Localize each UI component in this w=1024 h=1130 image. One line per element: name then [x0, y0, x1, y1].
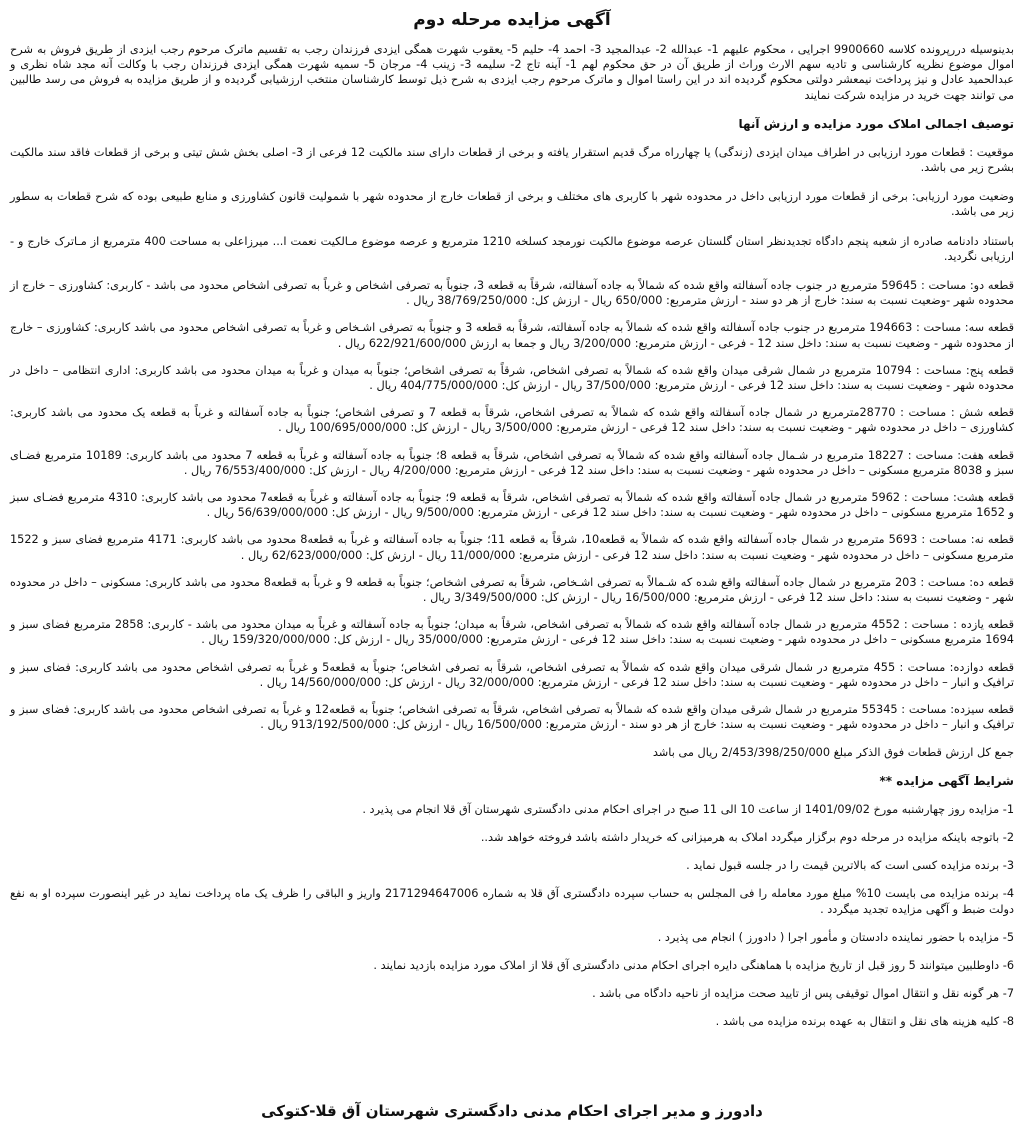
conditions-list [10, 802, 1014, 1030]
parcel-item: قطعه دو: مساحت : 59645 مترمربع در جنوب جاده آسفالته واقع شده که شمالاً به جاده آسفالته، شرقاً به قطعه 3، جنوباً به تصرفی اشخاص و غرباً به تصرفی اشخاص محدود می باشد - کاربری: کشاورزی – خارج از محدوده شهر -وضعیت نسبت به سند: خارج از هر دو سند - ارزش مترمربع: 650/000 ریال - ارزش کل: 38/769/250/000 ریال . [10, 279, 1014, 308]
location-paragraph: موقعیت : قطعات مورد ارزیابی در اطراف میدان ایزدی (زندگی) یا چهارراه مرگ قدیم استقرار یافته و برخی از قطعات دارای سند مالکیت 12 فرعی از 3- اصلی بخش شش تیتی و برخی از قطعات فاقد سند مالکیت بشرح زیر می باشد. [10, 145, 1014, 175]
condition-item: 3- برنده مزایده کسی است که بالاترین قیمت را در جلسه قبول نماید . [686, 859, 1014, 873]
signature-footer: دادورز و مدیر اجرای احکام مدنی دادگستری شهرستان آق قلا-کتوکی [261, 1102, 763, 1120]
parcel-item: قطعه پنج: مساحت : 10794 مترمربع در شمال شرقی میدان واقع شده که شمالاً به تصرفی اشخاص، شرقاً به تصرفی اشخاص؛ جنوباً به میدان و غرباً به میدان محدود می باشد کاربری: اداری انتظامی – داخل در محدوده شهر - وضعیت نسبت به سند: داخل سند 12 فرعی - ارزش مترمربع: 37/500/000 ریال - ارزش کل: 404/775/000/000 ریال . [10, 363, 1014, 393]
parcel-item: قطعه سیزده: مساحت : 55345 مترمربع در شمال شرقی میدان واقع شده که شمالاً به تصرفی اشخاص، شرقاً به تصرفی اشخاص؛ جنوباً به قطعه12 و غرباً به تصرفی اشخاص محدود می باشد کاربری: فضای سبز و ترافیک و انبار – داخل در محدوده شهر - وضعیت نسبت به سند: خارج از هر دو سند - ارزش مترمربع: 16/500/000 ریال - ارزش کل: 913/192/500/000 ریال . [10, 703, 1015, 732]
intro-paragraph: بدینوسیله دررپرونده کلاسه 9900660 اجرایی ، محکوم علیهم 1- عبدالله 2- عبدالمجید 3- احمد 4- حلیم 5- یعقوب شهرت همگی ایزدی فرزندان رجب به تقسیم ماترک مرحوم رجب ایزدی از طریق فروش به شرح اموال موضوع نظریه کارشناسی و تادیه سهم الارث وراث از طریق آن در حق محکوم لهم 1- آینه تاج 2- سلیمه 3- زینب 4- مرجان 5- سمیه شهرت همگی ایزدی فرزندان رجب با وکالت آنه مجد شاه نظری و عبدالحمید عادل و نیز پرداخت نیمعشر دولتی محکوم گردیده اند در این راستا اموال و ماترک مرحوم رجب ایزدی به شرح ذیل توسط کارشناسان منتخب ارزشیابی گردیده و از طریق مزایده به فروش می رسد طالبین می توانند جهت خرید در مزایده شرکت نمایند [10, 43, 1015, 102]
parcel-list [10, 278, 1014, 732]
condition-item: 6- داوطلبین میتوانند 5 روز قبل از تاریخ مزایده با هماهنگی دایره اجرای احکام مدنی دادگستری آق قلا از املاک مورد مزایده بازدید نمایند . [373, 958, 1014, 972]
condition-item: 7- هر گونه نقل و انتقال اموال توقیفی پس از تایید صحت مزایده از ناحیه دادگاه می باشد . [592, 987, 1014, 1001]
parcel-item: قطعه دوازده: مساحت : 455 مترمربع در شمال شرقی میدان واقع شده که شمالاً به تصرفی اشخاص، شرقاً به تصرفی اشخاص؛ جنوباً به قطعه5 و غرباً به تصرفی اشخاص محدود می باشد کاربری: فضای سبز و ترافیک و انبار – داخل در محدوده شهر - وضعیت نسبت به سند: داخل سند 12 فرعی - ارزش مترمربع: 32/000/000 ریال - ارزش کل: 14/560/000/000 ریال . [10, 660, 1015, 689]
parcel-item: قطعه هفت: مساحت : 18227 مترمربع در شـمال جاده آسفالته واقع شده که شمالاً به تصرفی اشخاص، شرقاً به قطعه 8؛ جنوباً به جاده آسفالته و غرباً به قطعه 7 محدود می باشد کاربری: 10189 مترمربع فضـای سبز و 8038 مترمربع مسکونی – داخل در محدوده شهر - وضعیت نسبت به سند: داخل سند 12 فرعی - ارزش مترمربع: 4/200/000 ریال - ارزش کل: 76/553/400/000 ریال . [10, 448, 1014, 477]
parcel-item: قطعه یازده : مساحت : 4552 مترمربع در شمال جاده آسفالته واقع شده که شمالاً به تصرفی اشخاص، شرقاً به میدان؛ جنوباً به جاده آسفالته و غرباً به میدان محدود می باشد - کاربری: 2858 مترمربع فضای سبز و 1694 مترمربع مسکونی – داخل در محدوده شهر - وضعیت نسبت به سند: داخل سند 12 فرعی - ارزش مترمربع: 35/000/000 ریال - ارزش کل: 159/320/000/000 ریال . [10, 618, 1014, 647]
section-heading: توصیف اجمالی املاک مورد مزایده و ارزش آنها [738, 116, 1014, 131]
parcel-item: قطعه شش : مساحت : 28770مترمربع در شمال جاده آسفالته واقع شده که شمالاً به تصرفی اشخاص، شرقاً به قطعه 7 و تصرفی اشخاص؛ جنوباً به جاده آسفالته و غرباً به قطعه یک محدود می باشد کاربری: کشاورزی – داخل در محدوده شهر - وضعیت نسبت به سند: داخل سند 12 فرعی - ارزش مترمربع: 3/500/000 ریال - ارزش کل: 100/695/000/000 ریال . [10, 406, 1014, 435]
condition-item: 1- مزایده روز چهارشنبه مورخ 1401/09/02 از ساعت 10 الی 11 صبح در اجرای احکام مدنی دادگستری شهرستان آق قلا انجام می پذیرد . [362, 802, 1014, 816]
notice-title: آگهی مزایده مرحله دوم [413, 10, 611, 30]
conditions-heading: شرایط آگهی مزایده ** [879, 773, 1014, 788]
condition-item: 8- کلیه هزینه های نقل و انتقال به عهده برنده مزایده می باشد . [715, 1015, 1014, 1029]
parcel-item: قطعه سه: مساحت : 194663 مترمربع در جنوب جاده آسفالته واقع شده که شمالاً به جاده آسفالته، شرقاً به قطعه 3 و جنوباً به تصرفی اشـخاص و غرباً به تصرفی اشخاص محدود می باشد کاربری: کشاورزی – خارج از محدوده شهر - وضعیت نسبت به سند: داخل سند 12 - فرعی - ارزش مترمربع: 3/200/000 ریال و جمعا به ارزش 622/921/600/000 ریال . [10, 321, 1014, 350]
parcel-item: قطعه نه: مساحت : 5693 مترمربع در شمال جاده آسفالته واقع شده که شمالاً به قطعه10، شرقاً به قطعه 11؛ جنوباً به جاده آسفالته و غرباً به قطعه8 محدود می باشد کاربری: 4171 مترمربع فضای سبز و 1522 مترمربع مسکونی – داخل در محدوده شهر - وضعیت نسبت به سند: داخل سند 12 فرعی - ارزش مترمربع: 11/000/000 ریال - ارزش کل: 62/623/000/000 ریال . [10, 533, 1015, 562]
condition-item: 5- مزایده با حضور نماینده دادستان و مأمور اجرا ( دادورز ) انجام می پذیرد . [657, 930, 1014, 944]
status-paragraph: وضعیت مورد ارزیابی: برخی از قطعات مورد ارزیابی داخل در محدوده شهر با کاربری های مختلف و برخی از قطعات خارج از محدوده شهر با شمولیت قانون کشاورزی و منابع طبیعی بوده که شرح قطعات به سطور زیر می باشد. [10, 190, 1014, 219]
parcel-item: قطعه ده: مساحت : 203 مترمربع در شمال جاده آسفالته واقع شده که شـمالاً به تصرفی اشـخاص، شرقاً به تصرفی اشخاص؛ جنوباً به قطعه 9 و غرباً به قطعه8 محدود می باشد کاربری: مسکونی – داخل در محدوده شهر - وضعیت نسبت به سند: داخل سند 12 فرعی - ارزش مترمربع: 16/500/000 ریال - ارزش کل: 3/349/500/000 ریال . [10, 575, 1014, 605]
condition-item: 2- باتوجه باینکه مزایده در مرحله دوم برگزار میگردد املاک به هرمیزانی که خریدار داشته باشد فروخته خواهد شد.. [480, 830, 1014, 844]
verdict-paragraph: باستناد دادنامه صادره از شعبه پنجم دادگاه تجدیدنظر استان گلستان عرصه موضوع مالکیت نورمجد کسلخه 1210 مترمربع و عرصه موضوع مـالکیت نعمت ا... میرزاعلی به مساحت 400 مترمربع از مـاترک خارج و - ارزیابی نگردید. [10, 234, 1014, 263]
total-value: جمع کل ارزش قطعات فوق الذکر مبلغ 2/453/398/250/000 ریال می باشد [652, 745, 1014, 759]
parcel-item: قطعه هشت: مساحت : 5962 مترمربع در شمال جاده آسفالته واقع شده که شمالاً به تصرفی اشخاص، شرقاً به قطعه 9؛ جنوباً به جاده آسفالته و غرباً به قطعه7 محدود می باشد کاربری: 4310 مترمربع فضـای سبز و 1652 مترمربع مسکونی – داخل در محدوده شهر - وضعیت نسبت به سند: داخل سند 12 فرعی - ارزش مترمربع: 9/500/000 ریال - ارزش کل: 56/639/000/000 ریال . [10, 491, 1014, 520]
condition-item: 4- برنده مزایده می بایست 10% مبلغ مورد معامله را فی المجلس به حساب سپرده دادگستری آق قلا به شماره 2171294647006 واریز و الباقی را ظرف یک ماه پرداخت نماید در غیر اینصورت سپرده او به نفع دولت ضبط و آگهی مزایده تجدید میگردد . [10, 887, 1014, 916]
